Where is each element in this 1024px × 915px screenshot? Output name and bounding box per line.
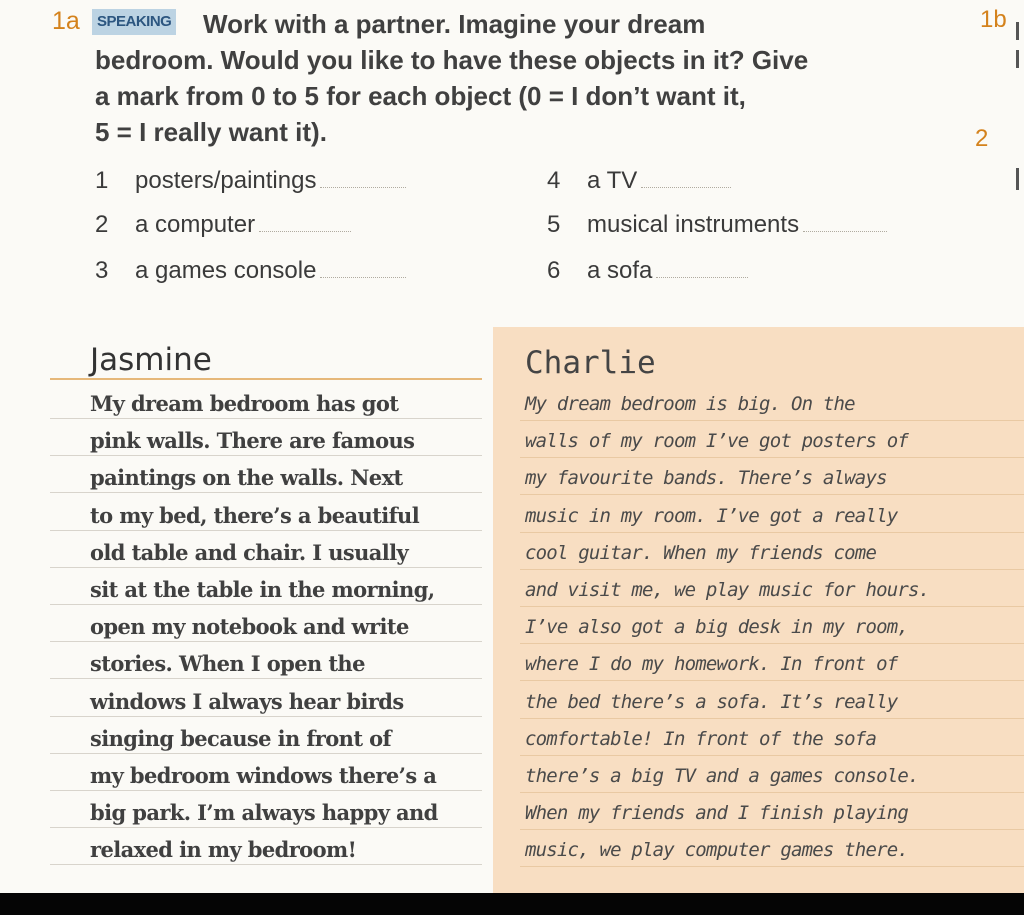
- ruled-line: [50, 604, 482, 605]
- ruled-line: [520, 866, 1024, 867]
- text-line: My dream bedroom is big. On the: [525, 393, 855, 415]
- ruled-line: [50, 790, 482, 791]
- object-label: a computer: [135, 211, 256, 238]
- answer-blank[interactable]: [320, 185, 406, 188]
- text-line: comfortable! In front of the sofa: [525, 727, 877, 750]
- instruction-line: a mark from 0 to 5 for each object (0 = I don’t want it,: [95, 81, 746, 111]
- text-line: When my friends and I finish playing: [525, 802, 909, 825]
- ruled-line: [520, 755, 1024, 756]
- text-line: music, we play computer games there.: [525, 839, 909, 862]
- object-label: a sofa: [587, 257, 653, 284]
- charlie-heading: Charlie: [525, 345, 656, 381]
- text-line: sit at the table in the morning,: [90, 577, 435, 602]
- answer-blank[interactable]: [656, 275, 748, 278]
- object-number: 3: [95, 257, 109, 284]
- text-line: walls of my room I’ve got posters of: [525, 430, 909, 453]
- page-edge-mark: [1016, 22, 1019, 40]
- ruled-line: [50, 678, 482, 679]
- answer-blank[interactable]: [259, 229, 351, 232]
- next-exercise-number: 1b: [980, 6, 1007, 33]
- text-line: where I do my homework. In front of: [525, 653, 898, 676]
- ruled-line: [520, 680, 1024, 681]
- ruled-line: [50, 753, 482, 754]
- ruled-line: [50, 492, 482, 493]
- text-line: big park. I’m always happy and: [90, 800, 438, 826]
- ruled-line: [50, 641, 482, 642]
- text-line: music in my room. I’ve got a really: [525, 504, 898, 527]
- text-line: relaxed in my bedroom!: [90, 837, 357, 863]
- answer-blank[interactable]: [803, 229, 887, 232]
- answer-blank[interactable]: [320, 275, 406, 278]
- object-number: 6: [547, 257, 561, 284]
- object-item: [95, 257, 406, 285]
- ruled-line: [50, 827, 482, 828]
- ruled-line: [520, 718, 1024, 719]
- object-item: [547, 257, 748, 285]
- ruled-line: [50, 716, 482, 717]
- ruled-line: [520, 643, 1024, 644]
- page-edge-mark: [1016, 50, 1019, 68]
- ruled-line: [520, 494, 1024, 495]
- object-item: [95, 211, 351, 239]
- object-label: a TV: [587, 167, 638, 194]
- page-edge-mark: [1016, 168, 1019, 190]
- margin-number: 2: [975, 125, 989, 152]
- heading-underline: [50, 378, 482, 380]
- text-line: pink walls. There are famous: [90, 428, 415, 454]
- object-number: 2: [95, 211, 109, 238]
- text-line: stories. When I open the: [90, 651, 365, 677]
- text-line: there’s a big TV and a games console.: [525, 765, 919, 787]
- ruled-line: [50, 567, 482, 568]
- text-line: cool guitar. When my friends come: [525, 541, 877, 564]
- ruled-line: [520, 569, 1024, 570]
- text-line: paintings on the walls. Next: [90, 465, 403, 491]
- text-line: to my bed, there’s a beautiful: [90, 502, 420, 528]
- exercise-number: 1a: [52, 7, 80, 35]
- object-number: 4: [547, 167, 561, 194]
- object-label: posters/paintings: [135, 167, 317, 194]
- text-line: the bed there’s a sofa. It’s really: [525, 690, 898, 713]
- jasmine-heading: Jasmine: [90, 342, 212, 378]
- object-item: [95, 167, 406, 195]
- ruled-line: [50, 455, 482, 456]
- object-number: 5: [547, 211, 561, 238]
- ruled-line: [50, 530, 482, 531]
- ruled-line: [520, 792, 1024, 793]
- text-line: singing because in front of: [90, 725, 391, 751]
- text-line: my bedroom windows there’s a: [90, 763, 437, 788]
- ruled-line: [520, 420, 1024, 421]
- text-line: my favourite bands. There’s always: [525, 467, 887, 490]
- ruled-line: [520, 532, 1024, 533]
- answer-blank[interactable]: [641, 185, 731, 188]
- object-number: 1: [95, 167, 109, 194]
- text-line: open my notebook and write: [90, 614, 409, 640]
- ruled-line: [520, 829, 1024, 830]
- instruction-line: bedroom. Would you like to have these objects in it? Give: [95, 45, 809, 75]
- ruled-line: [50, 418, 482, 419]
- object-label: musical instruments: [587, 211, 800, 238]
- text-line: My dream bedroom has got: [90, 391, 399, 416]
- bottom-bar: [0, 893, 1024, 915]
- object-item: [547, 167, 731, 195]
- speaking-badge: SPEAKING: [92, 9, 176, 35]
- text-line: and visit me, we play music for hours.: [525, 579, 930, 601]
- text-line: I’ve also got a big desk in my room,: [525, 616, 909, 639]
- text-line: windows I always hear birds: [90, 688, 404, 714]
- object-item: [547, 211, 887, 239]
- instruction-line: 5 = I really want it).: [95, 117, 327, 147]
- ruled-line: [520, 606, 1024, 607]
- instruction-line: Work with a partner. Imagine your dream: [203, 9, 706, 39]
- object-label: a games console: [135, 257, 317, 284]
- ruled-line: [520, 457, 1024, 458]
- exercise-instruction: [95, 6, 975, 150]
- text-line: old table and chair. I usually: [90, 539, 409, 565]
- ruled-line: [50, 864, 482, 865]
